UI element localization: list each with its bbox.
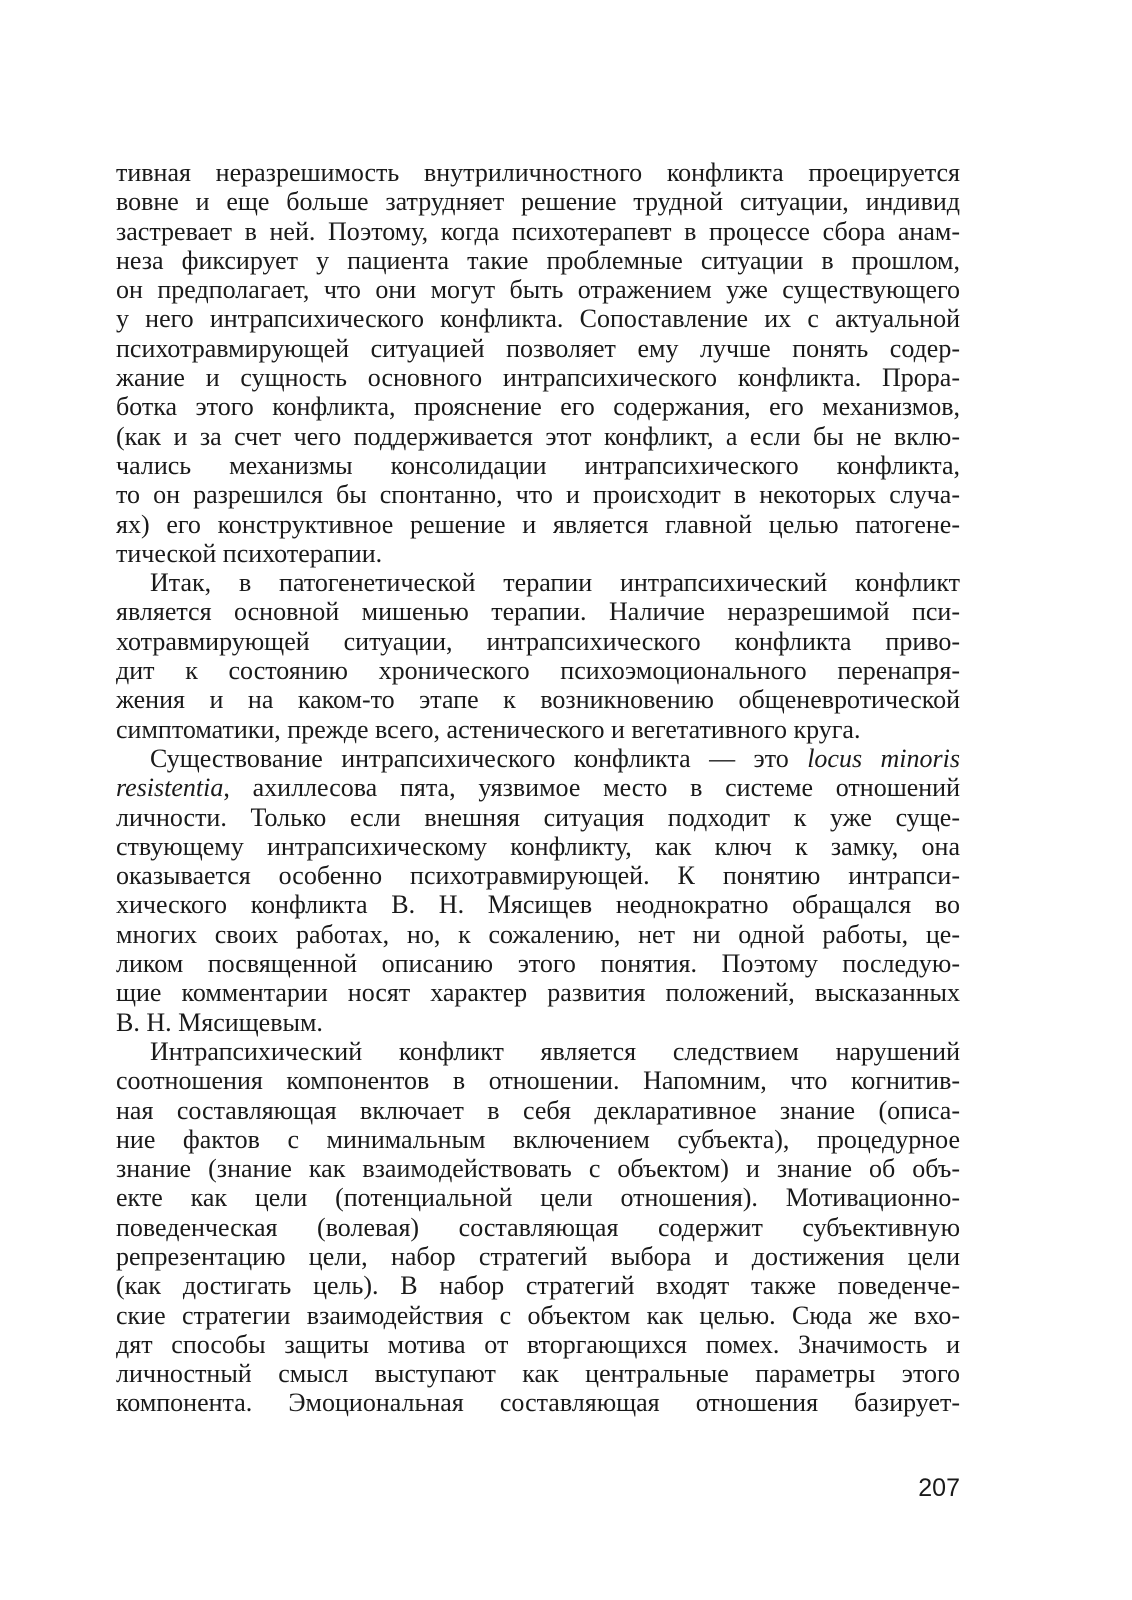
text-line: репрезентацию цели, набор стратегий выбора и достижения цели	[116, 1241, 960, 1271]
text-line: тической психотерапии.	[116, 538, 383, 568]
page-number: 207	[918, 1474, 960, 1502]
text-line	[116, 773, 960, 802]
text-fragment: Существование интрапсихического конфликта — это	[150, 743, 808, 773]
text-line: хического конфликта В. Н. Мясищев неоднократно обращался во	[116, 890, 960, 920]
text-line: тивная неразрешимость внутриличностного конфликта проецируется	[116, 158, 960, 187]
text-line: соотношения компонентов в отношении. Напомним, что когнитив-	[116, 1066, 960, 1096]
text-line: симптоматики, прежде всего, астенического и вегетативного круга.	[116, 714, 861, 744]
text-line: ликом посвященной описанию этого понятия. Поэтому последую-	[116, 949, 960, 979]
text-line: психотравмирующей ситуацией позволяет ему лучше понять содер-	[116, 333, 960, 363]
text-line: (как достигать цель). В набор стратегий входят также поведенче-	[116, 1271, 960, 1301]
text-line: дит к состоянию хронического психоэмоционального перенапря-	[116, 656, 960, 686]
text-line: жание и сущность основного интрапсихического конфликта. Прора-	[116, 363, 960, 393]
text-line: ях) его конструктивное решение и является главной целью патогене-	[116, 509, 960, 539]
text-line: является основной мишенью терапии. Наличие неразрешимой пси-	[116, 597, 960, 627]
text-line: неза фиксирует у пациента такие проблемные ситуации в прошлом,	[116, 245, 960, 275]
text-line: вовне и еще больше затрудняет решение трудной ситуации, индивид	[116, 187, 960, 217]
text-line: многих своих работах, но, к сожалению, нет ни одной работы, це-	[116, 919, 960, 949]
text-line: он предполагает, что они могут быть отражением уже существующего	[116, 275, 960, 305]
text-line: личности. Только если внешняя ситуация подходит к уже суще-	[116, 802, 960, 832]
text-line: чались механизмы консолидации интрапсихического конфликта,	[116, 450, 960, 480]
italic-term: locus minoris	[807, 743, 960, 773]
text-line: щие комментарии носят характер развития положений, высказанных	[116, 978, 960, 1008]
text-line: Итак, в патогенетической терапии интрапсихический конфликт	[150, 568, 960, 598]
text-line: оказывается особенно психотравмирующей. К понятию интрапси-	[116, 861, 960, 891]
italic-term: resistentia	[116, 773, 224, 803]
text-line: В. Н. Мясищевым.	[116, 1007, 323, 1037]
text-line: ная составляющая включает в себя декларативное знание (описа-	[116, 1095, 960, 1125]
text-line: то он разрешился бы спонтанно, что и происходит в некоторых случа-	[116, 480, 960, 510]
text-line: знание (знание как взаимодействовать с объектом) и знание об объ-	[116, 1154, 960, 1184]
text-line: ботка этого конфликта, прояснение его содержания, его механизмов,	[116, 392, 960, 422]
text-line: у него интрапсихического конфликта. Сопоставление их с актуальной	[116, 304, 960, 334]
text-line: жения и на каком-то этапе к возникновению общеневротической	[116, 685, 960, 715]
text-line: компонента. Эмоциональная составляющая отношения базирует-	[116, 1388, 960, 1418]
text-line: екте как цели (потенциальной цели отношения). Мотивационно-	[116, 1183, 960, 1213]
text-line: личностный смысл выступают как центральные параметры этого	[116, 1359, 960, 1389]
text-line: ствующему интрапсихическому конфликту, как ключ к замку, она	[116, 831, 960, 861]
text-fragment: , ахиллесова пята, уязвимое место в системе отношений	[223, 773, 960, 803]
text-line: Интрапсихический конфликт является следствием нарушений	[150, 1036, 960, 1066]
text-line: поведенческая (волевая) составляющая содержит субъективную	[116, 1212, 960, 1242]
text-line: застревает в ней. Поэтому, когда психотерапевт в процессе сбора анам-	[116, 216, 960, 246]
text-line: ские стратегии взаимодействия с объектом как целью. Сюда же вхо-	[116, 1300, 960, 1330]
text-line: (как и за счет чего поддерживается этот конфликт, а если бы не вклю-	[116, 421, 960, 451]
text-line: хотравмирующей ситуации, интрапсихического конфликта приво-	[116, 626, 960, 656]
text-line: ние фактов с минимальным включением субъекта), процедурное	[116, 1124, 960, 1154]
text-line: дят способы защиты мотива от вторгающихся помех. Значимость и	[116, 1329, 960, 1359]
body-text	[116, 158, 960, 1418]
text-line	[116, 744, 960, 773]
